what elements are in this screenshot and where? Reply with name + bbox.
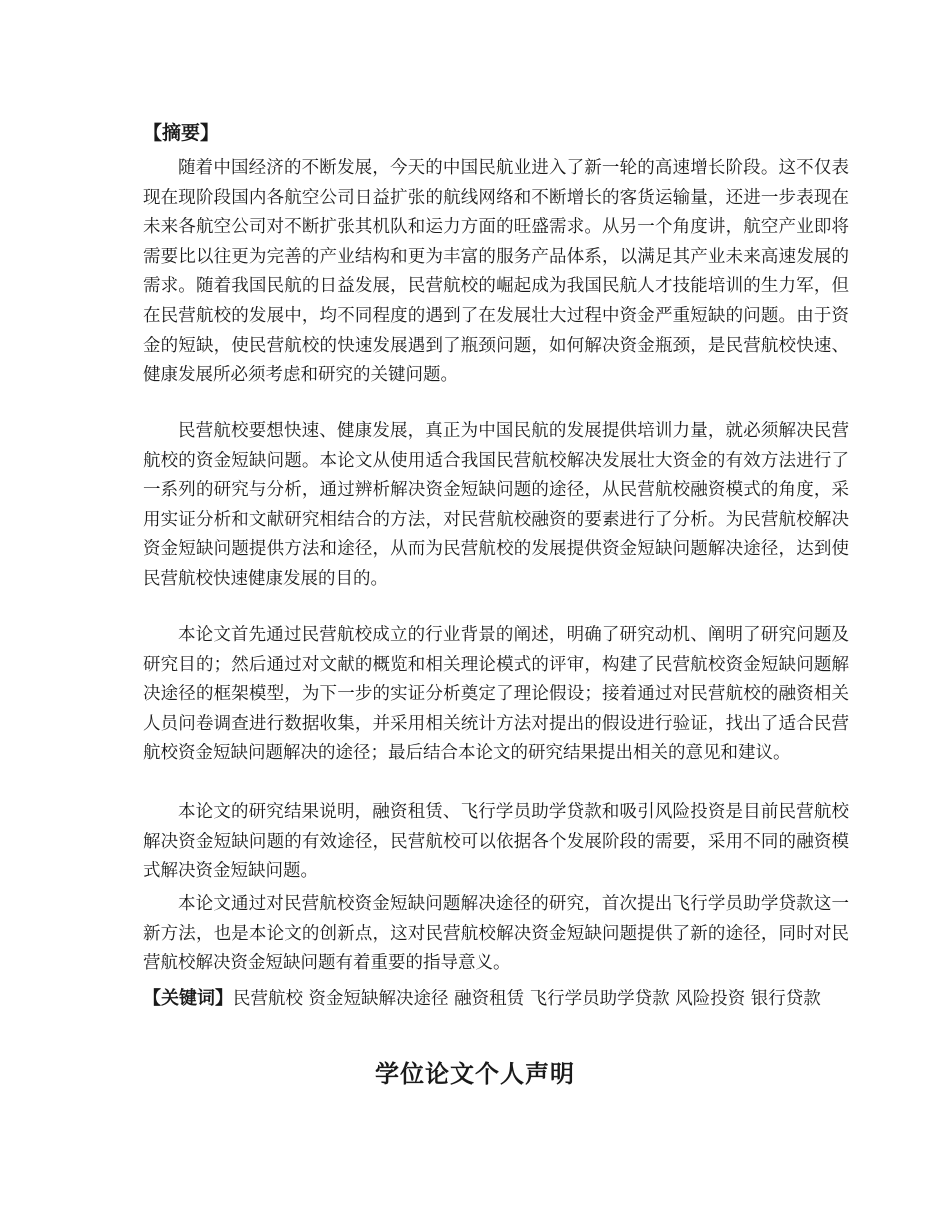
abstract-paragraph-4: 本论文的研究结果说明，融资租赁、飞行学员助学贷款和吸引风险投资是目前民营航校解决资金短缺问题的有效途径，民营航校可以依据各个发展阶段的需要，采用不同的融资模式解决资金短缺问题。 [143, 802, 849, 882]
abstract-heading: 【摘要】 [143, 122, 220, 144]
abstract-paragraph-2: 民营航校要想快速、健康发展，真正为中国民航的发展提供培训力量，就必须解决民营航校的资金短缺问题。本论文从使用适合我国民营航校解决发展壮大资金的有效方法进行了一系列的研究与分析，通过辨析解决资金短缺问题的途径，从民营航校融资模式的角度，采用实证分析和文献研究相结合的方法，对民营航校融资的要素进行了分析。为民营航校解决资金短缺问题提供方法和途径，从而为民营航校的发展提供资金短缺问题解决途径，达到使民营航校快速健康发展的目的。 [143, 421, 849, 589]
abstract-paragraph-5: 本论文通过对民营航校资金短缺问题解决途径的研究，首次提出飞行学员助学贷款这一新方法，也是本论文的创新点，这对民营航校解决资金短缺问题提供了新的途径，同时对民营航校解决资金短缺问题有着重要的指导意义。 [143, 894, 849, 974]
declaration-title: 学位论文个人声明 [375, 1060, 575, 1088]
keywords-label: 【关键词】 [143, 988, 233, 1009]
abstract-paragraph-3: 本论文首先通过民营航校成立的行业背景的阐述，明确了研究动机、阐明了研究问题及研究目的；然后通过对文献的概览和相关理论模式的评审，构建了民营航校资金短缺问题解决途径的框架模型，为下一步的实证分析奠定了理论假设；接着通过对民营航校的融资相关人员问卷调查进行数据收集，并采用相关统计方法对提出的假设进行验证，找出了适合民营航校资金短缺问题解决的途径；最后结合本论文的研究结果提出相关的意见和建议。 [143, 625, 849, 764]
abstract-paragraph-1: 随着中国经济的不断发展，今天的中国民航业进入了新一轮的高速增长阶段。这不仅表现在现阶段国内各航空公司日益扩张的航线网络和不断增长的客货运输量，还进一步表现在未来各航空公司对不断扩张其机队和运力方面的旺盛需求。从另一个角度讲，航空产业即将需要比以往更为完善的产业结构和更为丰富的服务产品体系，以满足其产业未来高速发展的需求。随着我国民航的日益发展，民营航校的崛起成为我国民航人才技能培训的生力军，但在民营航校的发展中，均不同程度的遇到了在发展壮大过程中资金严重短缺的问题。由于资金的短缺，使民营航校的快速发展遇到了瓶颈问题，如何解决资金瓶颈，是民营航校快速、健康发展所必须考虑和研究的关键问题。 [143, 158, 849, 386]
keywords-text: 民营航校 资金短缺解决途径 融资租赁 飞行学员助学贷款 风险投资 银行贷款 [233, 989, 821, 1009]
keywords-line [143, 984, 849, 1015]
